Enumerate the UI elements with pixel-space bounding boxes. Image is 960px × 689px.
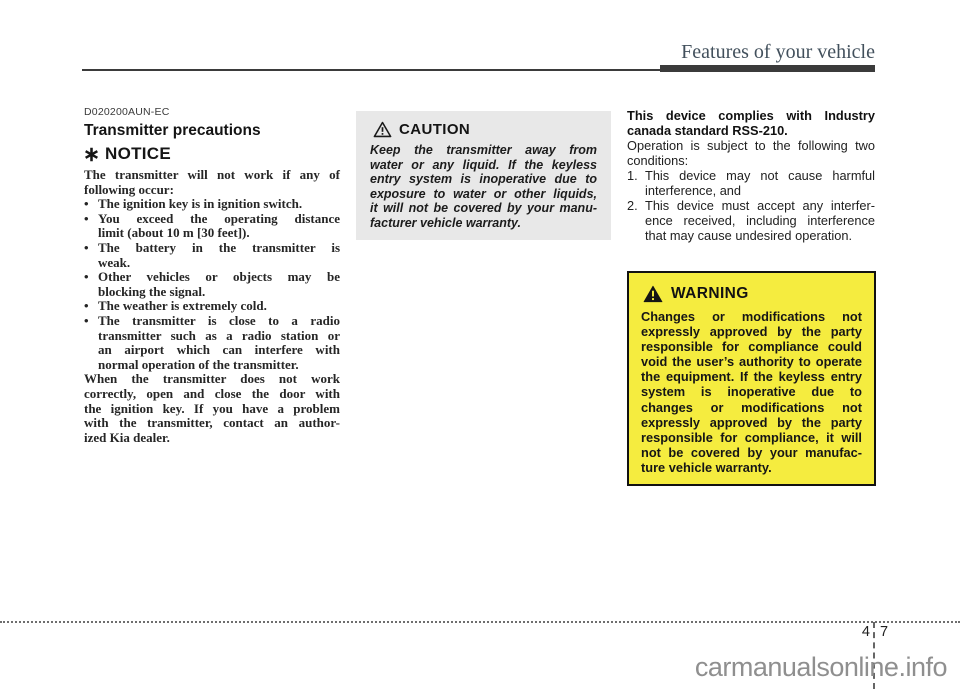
text-line: exposure to water or other liquids,	[370, 186, 597, 201]
text-line: water or any liquid. If the keyless	[370, 157, 597, 172]
compliance-intro	[627, 138, 875, 168]
warning-triangle-outline-icon	[373, 121, 392, 138]
list-item-text	[98, 314, 340, 372]
text-line: Other vehicles or objects may be	[98, 269, 340, 285]
list-number: 1.	[627, 168, 638, 183]
list-item	[627, 198, 875, 243]
list-item	[627, 168, 875, 198]
list-item	[84, 270, 340, 299]
text-line: changes or modifications not	[641, 399, 862, 415]
text-line: expressly approved by the party	[641, 324, 862, 340]
text-line: This device may not cause harmful	[645, 168, 875, 183]
caution-box	[356, 111, 611, 240]
heavy-asterisk-icon	[84, 147, 99, 162]
list-item-text	[645, 168, 875, 198]
list-number: 2.	[627, 198, 638, 213]
precaution-bullet-list	[84, 197, 340, 372]
text-line: The weather is extremely cold.	[98, 298, 267, 314]
notice-heading	[84, 144, 340, 164]
text-line: not be covered by your manufac-	[641, 444, 862, 460]
list-item	[84, 299, 340, 314]
footer-dotted-rule	[0, 621, 960, 623]
text-line: You exceed the operating distance	[98, 210, 340, 226]
chapter-header: Features of your vehicle	[681, 41, 875, 63]
caution-heading	[370, 121, 597, 138]
text-line: interference, and	[645, 183, 742, 198]
text-line: The transmitter will not work if any of	[84, 167, 340, 182]
text-line: This device must accept any interfer-	[645, 198, 875, 213]
warning-triangle-filled-icon	[643, 285, 663, 303]
text-line: The ignition key is in ignition switch.	[98, 196, 303, 212]
intro-paragraph	[84, 168, 340, 197]
outro-paragraph	[84, 372, 340, 445]
notice-label: NOTICE	[105, 144, 172, 163]
list-item-text	[98, 299, 340, 314]
bullet-marker: •	[84, 210, 89, 226]
text-line: ized Kia dealer.	[84, 429, 170, 445]
text-line: The battery in the transmitter is	[98, 239, 340, 255]
page-number-page: 7	[880, 624, 889, 640]
text-line: When the transmitter does not work	[84, 371, 340, 387]
text-line: expressly approved by the party	[641, 414, 862, 430]
text-line: responsible for compliance, it will	[641, 429, 862, 445]
caution-text	[370, 143, 597, 230]
warning-heading	[641, 285, 862, 303]
watermark-text: carmanualsonline.info	[694, 652, 947, 682]
text-line: Operation is subject to the following two	[627, 138, 875, 153]
list-item	[84, 314, 340, 372]
text-line: void the user’s authority to operate	[641, 354, 862, 370]
text-line: an airport which can interfere with	[98, 342, 340, 358]
text-line: correctly, open and close the door with	[84, 385, 340, 401]
text-line: facturer vehicle warranty.	[370, 215, 521, 230]
text-line: transmitter such as a radio station or	[98, 327, 340, 343]
warning-label: WARNING	[671, 285, 749, 302]
list-item-text	[98, 197, 340, 212]
text-line: limit (about 10 m [30 feet]).	[98, 225, 250, 241]
text-line: the ignition key. If you have a problem	[84, 400, 340, 416]
page-number-chapter: 4	[861, 624, 870, 640]
list-item-text	[98, 241, 340, 270]
text-line: The transmitter is close to a radio	[98, 312, 340, 328]
text-line: responsible for compliance could	[641, 339, 862, 355]
right-column	[627, 108, 875, 243]
text-line: Keep the transmitter away from	[370, 143, 597, 157]
text-line: conditions:	[627, 153, 689, 168]
list-item	[84, 197, 340, 212]
section-title: Transmitter precautions	[84, 122, 261, 139]
caution-label: CAUTION	[399, 121, 471, 138]
text-line: that may cause undesired operation.	[645, 228, 853, 243]
text-line: normal operation of the transmitter.	[98, 356, 299, 372]
conditions-numbered-list	[627, 168, 875, 243]
text-line: ture vehicle warranty.	[641, 459, 772, 475]
bullet-marker: •	[84, 239, 89, 255]
text-line: blocking the signal.	[98, 283, 206, 299]
text-line: system is inoperative due to	[641, 384, 862, 400]
text-line: entry system is inoperative due to	[370, 172, 597, 186]
text-line: with the transmitter, contact an author-	[84, 415, 340, 431]
text-line: the equipment. If the keyless entry	[641, 369, 862, 385]
list-item-text	[98, 270, 340, 299]
section-code: D020200AUN-EC	[84, 106, 170, 118]
list-item	[84, 241, 340, 270]
warning-text	[641, 309, 862, 475]
list-item-text	[98, 212, 340, 241]
list-item-text	[645, 198, 875, 243]
text-line: weak.	[98, 254, 131, 270]
list-item	[84, 212, 340, 241]
text-line: canada standard RSS-210.	[627, 123, 788, 138]
left-column	[84, 106, 340, 445]
text-line: ence received, including interference	[645, 213, 875, 228]
text-line: Changes or modifications not	[641, 309, 862, 324]
header-rule-accent	[660, 65, 875, 72]
text-line: following occur:	[84, 181, 174, 197]
text-line: This device complies with Industry	[627, 108, 875, 123]
warning-box	[627, 271, 876, 486]
bullet-marker: •	[84, 298, 89, 314]
text-line: it will not be covered by your manu-	[370, 201, 597, 215]
bullet-marker: •	[84, 269, 89, 285]
bullet-marker: •	[84, 196, 89, 212]
bullet-marker: •	[84, 312, 89, 328]
compliance-heading	[627, 108, 875, 138]
